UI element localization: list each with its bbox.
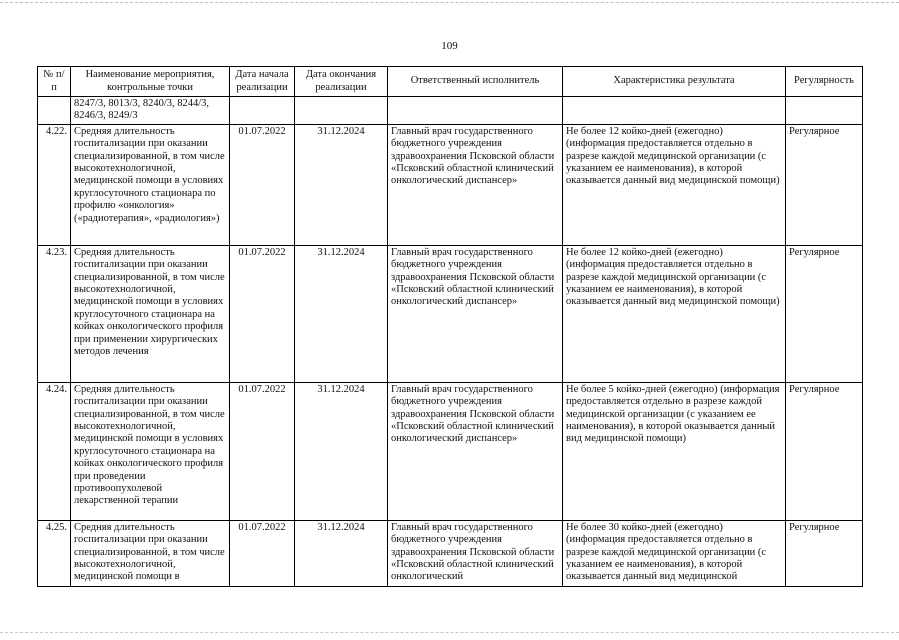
row-start-date: 01.07.2022 [230, 245, 295, 382]
table-row [38, 382, 863, 520]
row-regularity: Регулярное [786, 245, 863, 382]
row-end-date: 31.12.2024 [295, 520, 388, 586]
row-name: Средняя длительность госпитализации при оказании специализированной, в том числе высокотехнологичной, медицинской помощи в условиях круглосуточного стационара на койках онкологического профиля при проведении противоопухолевой лекарственной терапии [71, 382, 230, 520]
continuation-executor-cell [388, 97, 563, 125]
row-end-date: 31.12.2024 [295, 382, 388, 520]
row-executor: Главный врач государственного бюджетного учреждения здравоохранения Псковской области «Псковский областной клинический онкологический диспансер» [388, 245, 563, 382]
header-end-date: Дата окончания реализации [295, 67, 388, 97]
continuation-row [38, 97, 863, 125]
row-end-date: 31.12.2024 [295, 245, 388, 382]
header-result: Характеристика результата [563, 67, 786, 97]
table-header-row [38, 67, 863, 97]
header-num: № п/п [38, 67, 71, 97]
row-result: Не более 30 койко-дней (ежегодно) (информация предоставляется отдельно в разрезе каждой медицинской организации (с указанием ее наименования), в которой оказывается данный вид медицинской [563, 520, 786, 586]
row-name: Средняя длительность госпитализации при оказании специализированной, в том числе высокотехнологичной, медицинской помощи в условиях круглосуточного стационара на койках онкологического профиля при применении хирургических методов лечения [71, 245, 230, 382]
row-regularity: Регулярное [786, 124, 863, 245]
scan-edge-top [0, 2, 899, 4]
measures-table [37, 66, 863, 587]
row-num: 4.24. [38, 382, 71, 520]
row-result: Не более 12 койко-дней (ежегодно) (информация предоставляется отдельно в разрезе каждой медицинской организации (с указанием ее наименования), в которой оказывается данный вид медицинской помощи) [563, 124, 786, 245]
table-row [38, 520, 863, 586]
continuation-name: 8247/3, 8013/3, 8240/3, 8244/3, 8246/3, 8249/3 [71, 97, 230, 125]
row-executor: Главный врач государственного бюджетного учреждения здравоохранения Псковской области «Псковский областной клинический онкологический диспансер» [388, 382, 563, 520]
continuation-start-cell [230, 97, 295, 125]
continuation-end-cell [295, 97, 388, 125]
row-start-date: 01.07.2022 [230, 382, 295, 520]
scan-edge-bottom [0, 632, 899, 634]
row-executor: Главный врач государственного бюджетного учреждения здравоохранения Псковской области «Псковский областной клинический онкологический диспансер» [388, 124, 563, 245]
page-number: 109 [441, 40, 458, 52]
row-name: Средняя длительность госпитализации при оказании специализированной, в том числе высокотехнологичной, медицинской помощи в условиях круглосуточного стационара по профилю «онкология» («радиотерапия», «радиология») [71, 124, 230, 245]
table-row [38, 245, 863, 382]
row-result: Не более 5 койко-дней (ежегодно) (информация предоставляется отдельно в разрезе каждой медицинской организации (с указанием ее наименования), в которой оказывается данный вид медицинской помощи) [563, 382, 786, 520]
row-regularity: Регулярное [786, 520, 863, 586]
row-start-date: 01.07.2022 [230, 520, 295, 586]
header-name: Наименование мероприятия, контрольные точки [71, 67, 230, 97]
table-row [38, 124, 863, 245]
continuation-num-cell [38, 97, 71, 125]
row-end-date: 31.12.2024 [295, 124, 388, 245]
header-regularity: Регулярность [786, 67, 863, 97]
row-num: 4.23. [38, 245, 71, 382]
row-start-date: 01.07.2022 [230, 124, 295, 245]
row-executor: Главный врач государственного бюджетного учреждения здравоохранения Псковской области «Псковский областной клинический онкологический [388, 520, 563, 586]
row-regularity: Регулярное [786, 382, 863, 520]
header-executor: Ответственный исполнитель [388, 67, 563, 97]
header-start-date: Дата начала реализации [230, 67, 295, 97]
row-result: Не более 12 койко-дней (ежегодно) (информация предоставляется отдельно в разрезе каждой медицинской организации (с указанием ее наименования), в которой оказывается данный вид медицинской помощи) [563, 245, 786, 382]
row-num: 4.22. [38, 124, 71, 245]
continuation-result-cell [563, 97, 786, 125]
row-num: 4.25. [38, 520, 71, 586]
row-name: Средняя длительность госпитализации при оказании специализированной, в том числе высокотехнологичной, медицинской помощи в [71, 520, 230, 586]
continuation-regularity-cell [786, 97, 863, 125]
